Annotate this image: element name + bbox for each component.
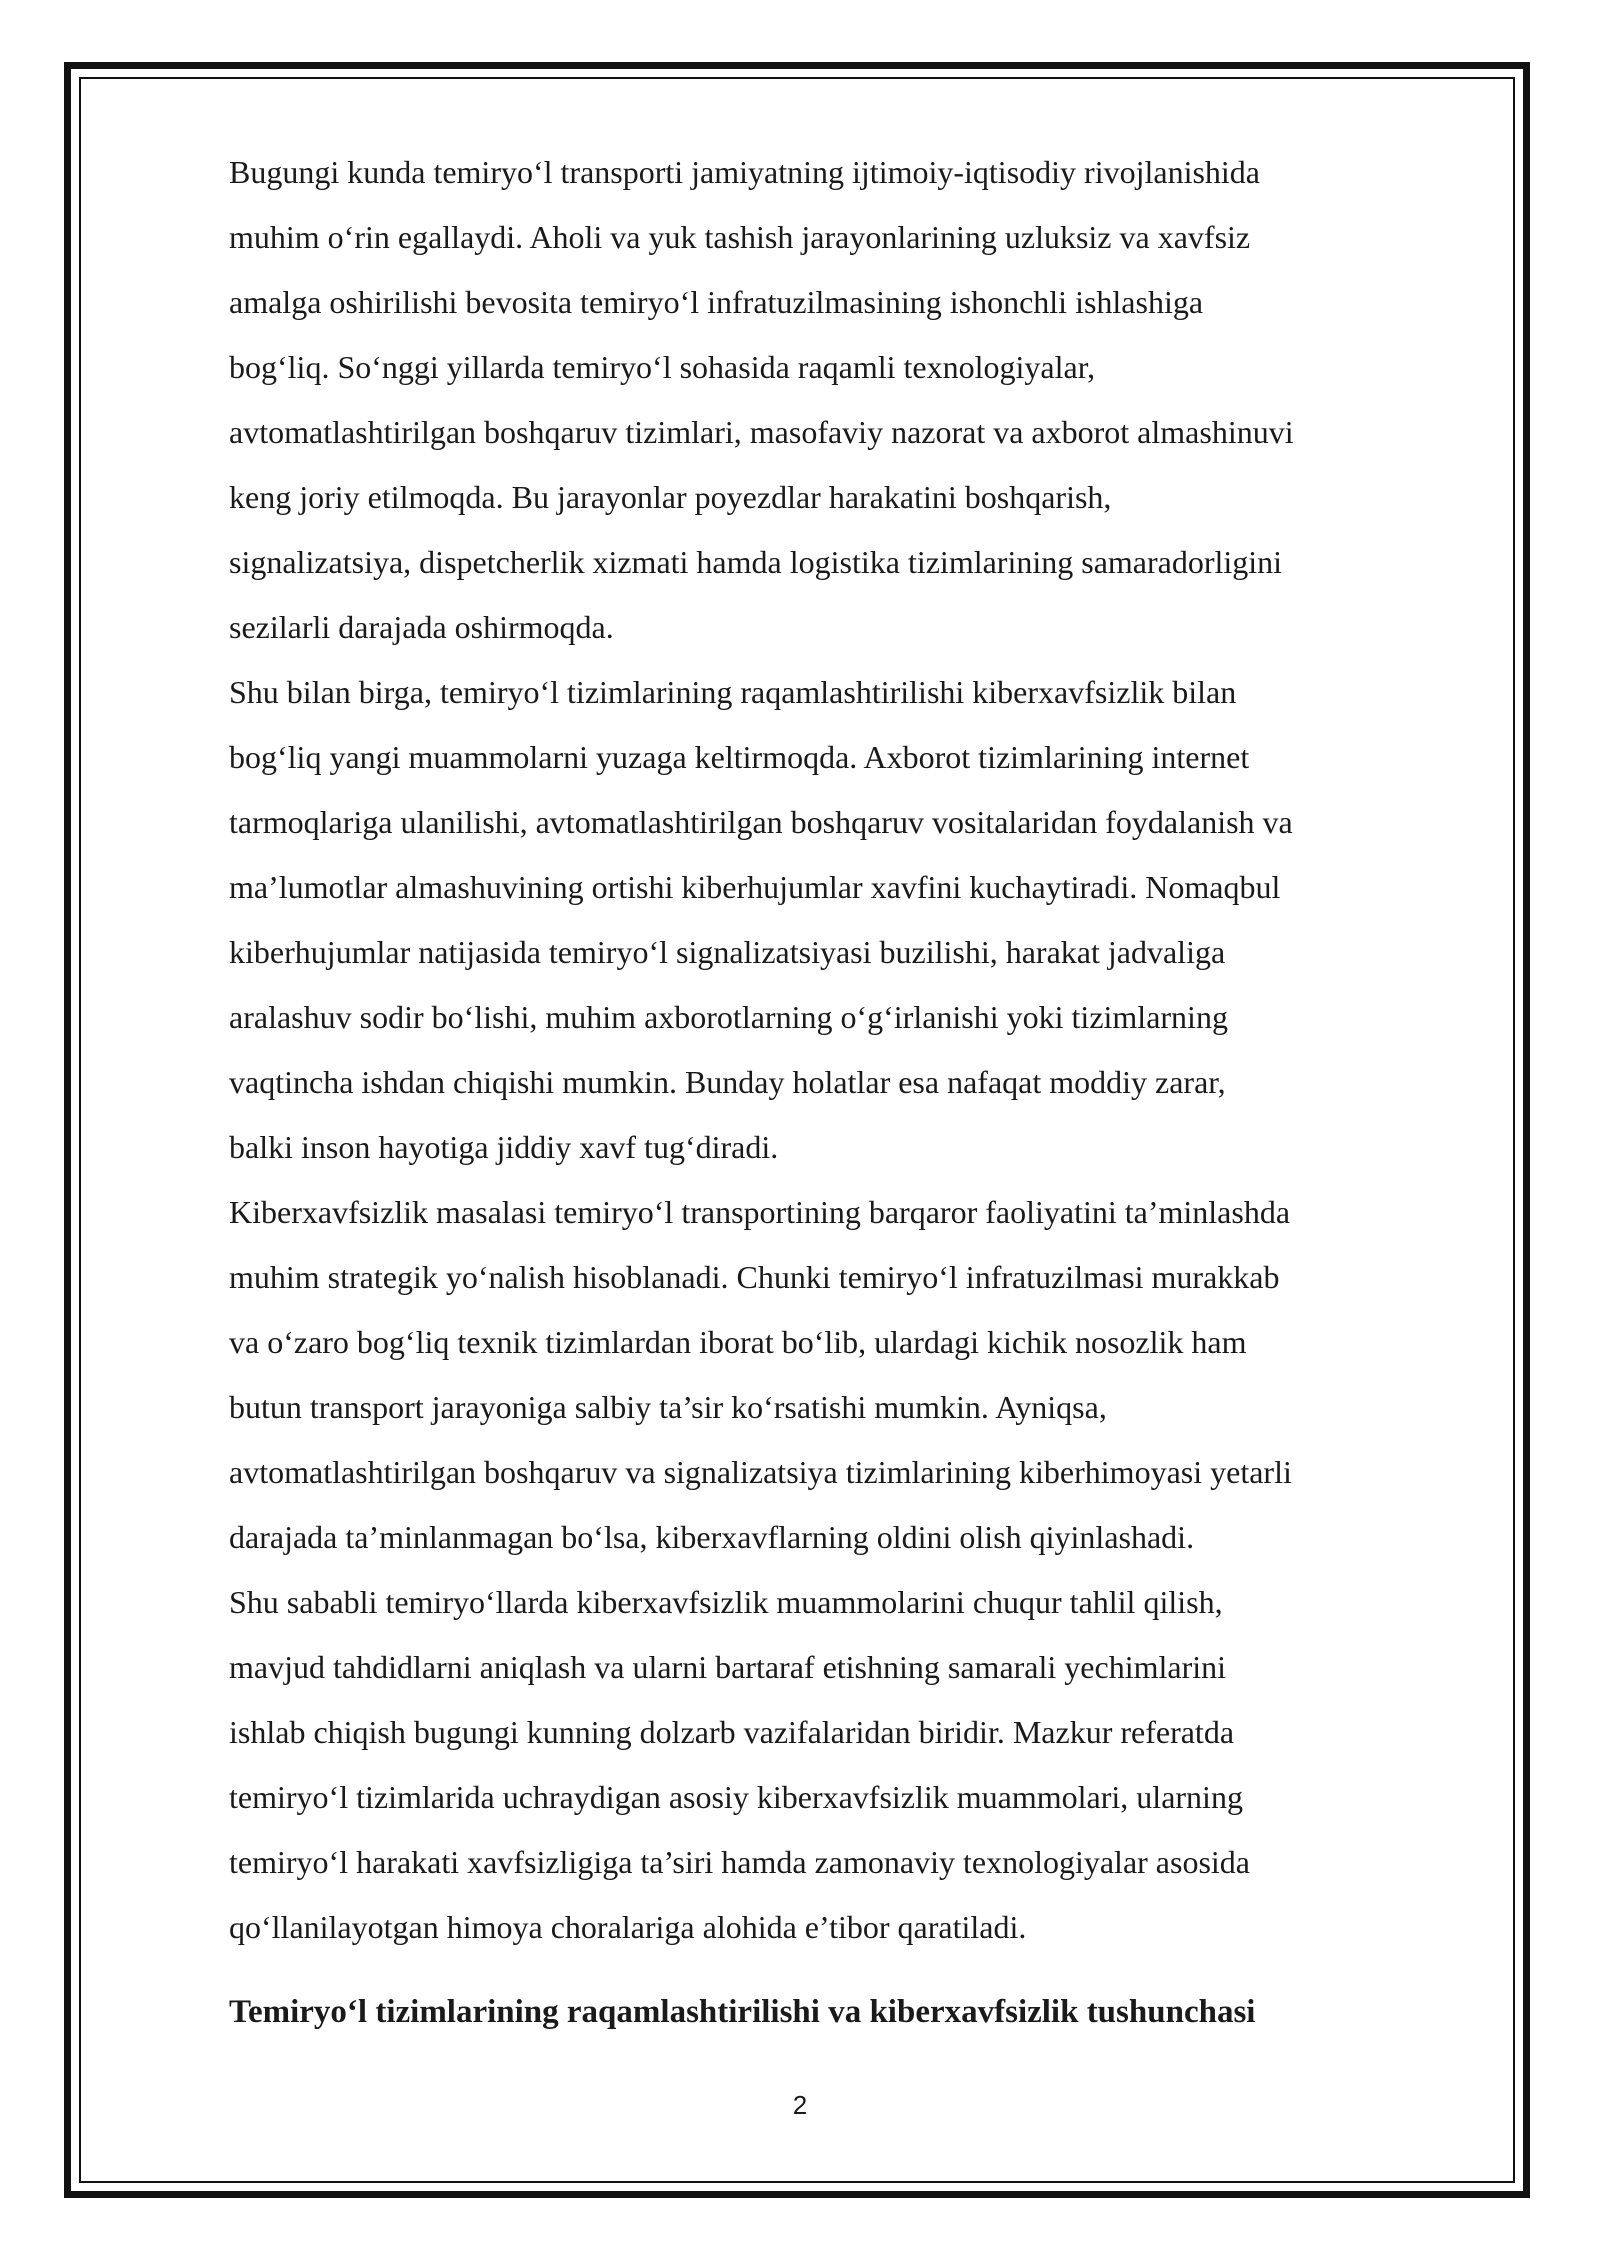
text-line: darajada ta’minlanmagan bo‘lsa, kiberxavflarning oldini olish qiyinlashadi. — [229, 1519, 1195, 1555]
text-line: bog‘liq yangi muammolarni yuzaga keltirmoqda. Axborot tizimlarining internet — [229, 739, 1250, 775]
text-line: va o‘zaro bog‘liq texnik tizimlardan iborat bo‘lib, ulardagi kichik nosozlik ham — [229, 1324, 1247, 1360]
section-heading: Temiryo‘l tizimlarining raqamlashtirilishi va kiberxavfsizlik tushunchasi — [229, 1994, 1256, 2030]
text-line: mavjud tahdidlarni aniqlash va ularni bartaraf etishning samarali yechimlarini — [229, 1649, 1226, 1685]
text-line: temiryo‘l tizimlarida uchraydigan asosiy kiberxavfsizlik muammolari, ularning — [229, 1779, 1243, 1815]
document-body — [229, 140, 1489, 2045]
text-line: aralashuv sodir bo‘lishi, muhim axborotlarning o‘g‘irlanishi yoki tizimlarning — [229, 999, 1228, 1035]
text-line: balki inson hayotiga jiddiy xavf tug‘diradi. — [229, 1129, 779, 1165]
text-line: temiryo‘l harakati xavfsizligiga ta’siri hamda zamonaviy texnologiyalar asosida — [229, 1844, 1250, 1880]
text-line: amalga oshirilishi bevosita temiryo‘l infratuzilmasining ishonchli ishlashiga — [229, 284, 1204, 320]
text-line: Kiberxavfsizlik masalasi temiryo‘l transportining barqaror faoliyatini ta’minlashda — [229, 1194, 1291, 1230]
text-line: butun transport jarayoniga salbiy ta’sir ko‘rsatishi mumkin. Ayniqsa, — [229, 1389, 1107, 1425]
text-line: avtomatlashtirilgan boshqaruv tizimlari, masofaviy nazorat va axborot almashinuvi — [229, 414, 1294, 450]
text-line: avtomatlashtirilgan boshqaruv va signalizatsiya tizimlarining kiberhimoyasi yetarli — [229, 1454, 1292, 1490]
paragraph-strategic-direction — [229, 1180, 1489, 1570]
text-line: signalizatsiya, dispetcherlik xizmati hamda logistika tizimlarining samaradorligini — [229, 544, 1283, 580]
paragraph-intro — [229, 140, 1489, 660]
text-line: ma’lumotlar almashuvining ortishi kiberhujumlar xavfini kuchaytiradi. Nomaqbul — [229, 869, 1281, 905]
text-line: tarmoqlariga ulanilishi, avtomatlashtirilgan boshqaruv vositalaridan foydalanish va — [229, 804, 1293, 840]
text-line: Shu sababli temiryo‘llarda kiberxavfsizlik muammolarini chuqur tahlil qilish, — [229, 1584, 1223, 1620]
text-line: muhim strategik yo‘nalish hisoblanadi. Chunki temiryo‘l infratuzilmasi murakkab — [229, 1259, 1280, 1295]
text-line: qo‘llanilayotgan himoya choralariga alohida e’tibor qaratiladi. — [229, 1909, 1027, 1945]
text-line: muhim o‘rin egallaydi. Aholi va yuk tashish jarayonlarining uzluksiz va xavfsiz — [229, 219, 1251, 255]
text-line: kiberhujumlar natijasida temiryo‘l signalizatsiyasi buzilishi, harakat jadvaliga — [229, 934, 1226, 970]
text-line: sezilarli darajada oshirmoqda. — [229, 609, 614, 645]
page-number: 2 — [792, 2090, 808, 2120]
text-line: vaqtincha ishdan chiqishi mumkin. Bunday holatlar esa nafaqat moddiy zarar, — [229, 1064, 1226, 1100]
text-line: Shu bilan birga, temiryo‘l tizimlarining raqamlashtirilishi kiberxavfsizlik bilan — [229, 674, 1237, 710]
paragraph-purpose — [229, 1570, 1489, 1960]
text-line: bog‘liq. So‘nggi yillarda temiryo‘l sohasida raqamli texnologiyalar, — [229, 349, 1096, 385]
text-line: Bugungi kunda temiryo‘l transporti jamiyatning ijtimoiy-iqtisodiy rivojlanishida — [229, 154, 1260, 190]
text-line: ishlab chiqish bugungi kunning dolzarb vazifalaridan biridir. Mazkur referatda — [229, 1714, 1235, 1750]
paragraph-digitalization-risks — [229, 660, 1489, 1180]
text-line: keng joriy etilmoqda. Bu jarayonlar poyezdlar harakatini boshqarish, — [229, 479, 1112, 515]
